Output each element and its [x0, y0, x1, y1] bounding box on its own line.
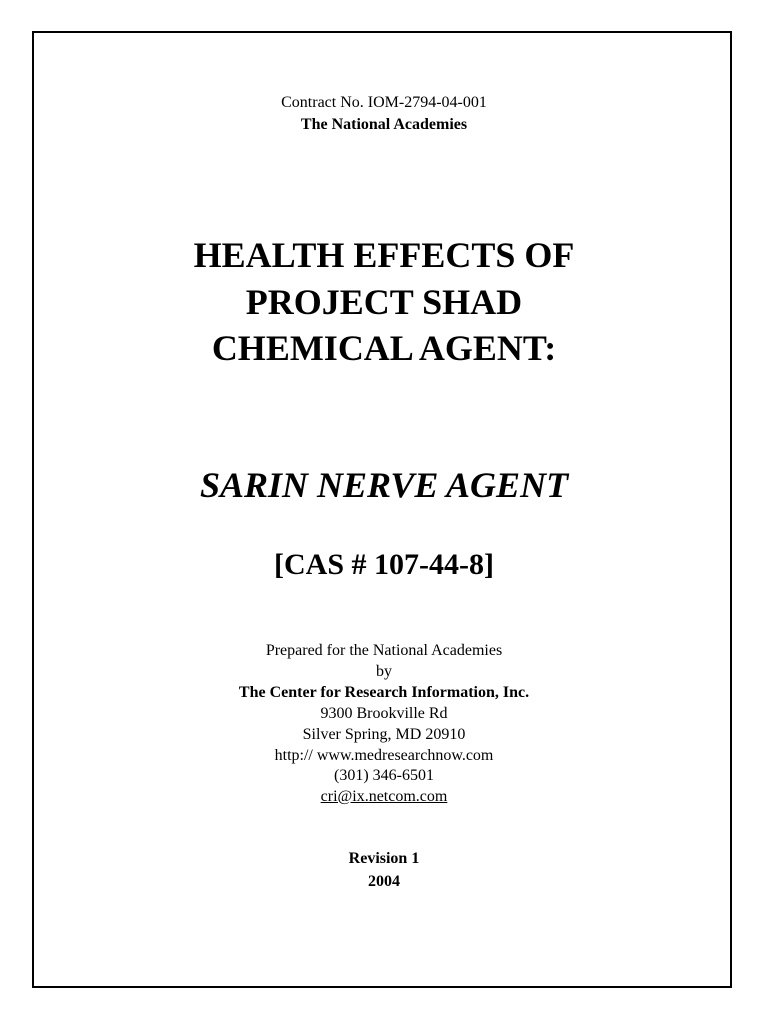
title-line-2: PROJECT SHAD: [245, 282, 523, 322]
email-container: [0, 787, 768, 807]
revision-year: 2004: [368, 873, 400, 890]
organization-name: The National Academies: [300, 116, 468, 133]
page-border: [32, 31, 732, 988]
revision-label: Revision 1: [348, 850, 420, 867]
phone-number: (301) 346-6501: [334, 767, 434, 784]
title-line-3: CHEMICAL AGENT:: [211, 328, 557, 368]
agent-subtitle: SARIN NERVE AGENT: [199, 465, 569, 505]
title-line-1: HEALTH EFFECTS OF: [193, 235, 575, 275]
contract-number: Contract No. IOM-2794-04-001: [281, 94, 487, 111]
cas-number: [CAS # 107-44-8]: [274, 548, 494, 581]
email-link[interactable]: cri@ix.netcom.com: [320, 788, 448, 805]
street-address: 9300 Brookville Rd: [320, 705, 448, 722]
website-text: http:// www.medresearchnow.com: [274, 747, 494, 764]
company-name: The Center for Research Information, Inc.: [238, 684, 530, 701]
prepared-by: by: [376, 663, 392, 680]
prepared-for: Prepared for the National Academies: [265, 642, 503, 659]
city-address: Silver Spring, MD 20910: [302, 726, 466, 743]
